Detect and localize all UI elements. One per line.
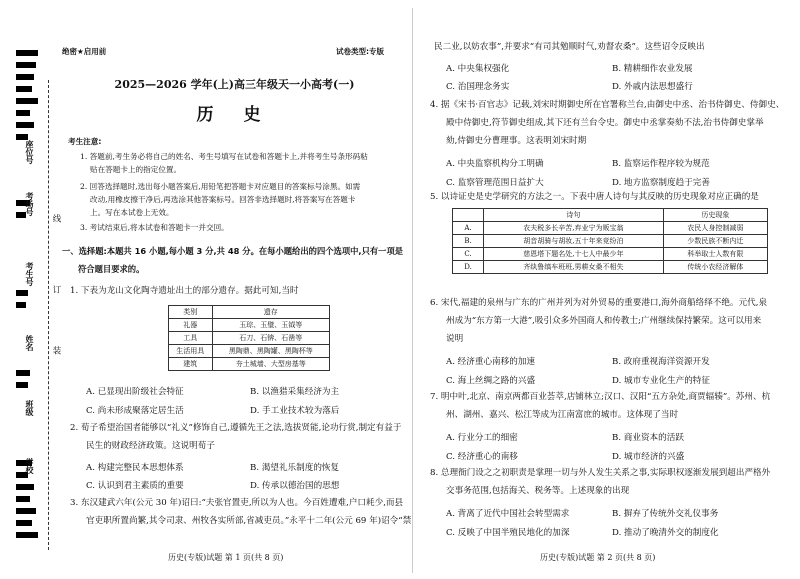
table-header	[453, 209, 484, 222]
q2-option-b[interactable]: B. 渴望礼乐制度的恢复	[250, 463, 340, 473]
q3-stem-cont: 官吏职所置尚繁,其令司隶、州牧各实所部,省减吏员。”永平十二年(公元 69 年)诏令“禁	[86, 516, 412, 526]
q8-option-c[interactable]: C. 反映了中国半殖民地化的加深	[446, 528, 570, 538]
school-label: 学校	[25, 458, 34, 474]
binding-mark-ding: 订	[51, 285, 61, 294]
q4-stem-cont: 殿中侍御史,符节御史组成,其下还有兰台令史。御史中丞掌奏劾不法,治书侍御史掌举	[446, 118, 764, 128]
table-row: D. 齐纨鲁缟车班班,男耕女桑不相失 传统小农经济解体	[453, 261, 768, 274]
q8-option-d[interactable]: D. 推动了晚清外交的制度化	[612, 528, 719, 538]
q2-stem-cont: 民生的财政经济政策。这说明荀子	[86, 441, 215, 451]
q7-option-b[interactable]: B. 商业资本的活跃	[612, 433, 684, 443]
notice-line: 3. 考试结束后,将本试卷和答题卡一并交回。	[80, 223, 229, 232]
q2-option-c[interactable]: C. 认识到君主素质的重要	[86, 481, 184, 491]
q4-option-b[interactable]: B. 监察运作程序较为规范	[612, 159, 710, 169]
q3-option-c[interactable]: C. 治国理念务实	[446, 82, 510, 92]
q1-option-d[interactable]: D. 手工业技术较为落后	[250, 406, 340, 416]
q2-option-d[interactable]: D. 传承以德治国的思想	[250, 481, 340, 491]
footer-page-2: 历史(专版)试题 第 2 页(共 8 页)	[540, 553, 656, 562]
q2-stem: 2. 荀子希望治国者能够以“礼义”修饰自己,遵循先王之法,选拔贤能,论功行赏,制定有益于	[70, 423, 402, 433]
candidate-number-label: 考生号	[25, 262, 34, 286]
q6-option-a[interactable]: A. 经济重心南移的加速	[446, 357, 536, 367]
q1-table	[168, 305, 330, 371]
secret-label: 绝密★启用前	[62, 47, 107, 56]
q3-option-b[interactable]: B. 精耕细作农业发展	[612, 64, 693, 74]
subject-title: 历 史	[196, 105, 273, 125]
table-header: 诗句	[484, 209, 664, 222]
q7-stem-cont: 州、湖州、嘉兴、松江等成为江南富庶的城市。这体现了当时	[446, 410, 679, 420]
page-2	[412, 0, 800, 579]
notice-line: 1. 答题前,考生务必将自己的姓名、考生号填写在试卷和答题卡上,并将考生号条形码粘	[80, 152, 368, 161]
binding-mark-xian: 线	[51, 214, 61, 223]
exam-type-label: 试卷类型:专版	[336, 47, 384, 56]
q6-stem-cont: 州成为“东方第一大港”,吸引众多外国商人和传教士;广州继续保持繁荣。这可以用来	[446, 316, 762, 326]
binding-mark-zhuang: 装	[51, 346, 61, 355]
notice-line: 改动,用橡皮擦干净后,再选涂其他答案标号。回答非选择题时,将答案写在答题卡	[90, 195, 356, 204]
q4-option-d[interactable]: D. 地方监察制度趋于完善	[612, 178, 710, 188]
q3-stem: 3. 东汉建武六年(公元 30 年)诏曰:“夫张官置吏,所以为人也。今百姓遭难,户口耗少,而县	[70, 498, 404, 508]
table-row: 生活用具 黑陶鼎、黑陶罐、黑陶杯等	[169, 345, 330, 358]
q3-option-d[interactable]: D. 外戚内法思想盛行	[612, 82, 693, 92]
q6-option-b[interactable]: B. 政府重视海洋资源开发	[612, 357, 710, 367]
table-header: 历史现象	[663, 209, 767, 222]
table-row: C. 慈恩塔下题名处,十七人中最少年 科举取士人数有限	[453, 248, 768, 261]
q4-option-a[interactable]: A. 中央监察机构分工明确	[446, 159, 544, 169]
q8-stem-cont: 交事务范围,包括海关、税务等。上述现象的出现	[446, 486, 630, 496]
table-row: 工具 石刀、石锛、石凿等	[169, 332, 330, 345]
q8-stem: 8. 总理衙门设之之初职责是掌理一切与外人发生关系之事,实际职权逐渐发展到超出严格外	[430, 468, 771, 478]
notice-heading: 考生注意:	[68, 137, 102, 146]
q8-option-a[interactable]: A. 背离了近代中国社会转型需求	[446, 509, 570, 519]
q6-stem-cont: 说明	[446, 334, 464, 344]
q6-option-d[interactable]: D. 城市专业化生产的特征	[612, 376, 710, 386]
q7-option-d[interactable]: D. 城市经济的兴盛	[612, 452, 685, 462]
table-row: 建筑 夯土城墙、大型房基等	[169, 358, 330, 371]
q4-stem-cont: 劾,侍御史分曹理事。这表明刘宋时期	[446, 136, 587, 146]
q1-option-c[interactable]: C. 尚未形成聚落定居生活	[86, 406, 184, 416]
q3-option-a[interactable]: A. 中央集权强化	[446, 64, 510, 74]
footer-page-1: 历史(专版)试题 第 1 页(共 8 页)	[168, 553, 284, 562]
notice-line: 上。写在本试卷上无效。	[90, 208, 174, 217]
q5-stem: 5. 以诗证史是史学研究的方法之一。下表中唐人诗句与其反映的历史现象对应正确的是	[430, 192, 759, 202]
section-heading: 一、选择题:本题共 16 小题,每小题 3 分,共 48 分。在每小题给出的四个选项中,只有一项是	[62, 246, 404, 256]
notice-line: 2. 回答选择题时,选出每小题答案后,用铅笔把答题卡对应题目的答案标号涂黑。如需	[80, 182, 361, 191]
q1-option-a[interactable]: A. 已显现出阶级社会特征	[86, 387, 184, 397]
q7-stem: 7. 明中叶,北京、南京两都百业荟萃,店铺林立;汉口、汉阳“五方杂处,商贾辐辏”。苏州、杭	[430, 392, 771, 402]
q4-stem: 4. 据《宋书·百官志》记载,刘宋时期御史所在官署称兰台,由御史中丞、治书侍御史、侍御史、	[430, 100, 785, 110]
q2-option-a[interactable]: A. 构建完整民本思想体系	[86, 463, 184, 473]
notice-line: 贴在答题卡上的指定位置。	[90, 165, 182, 174]
q6-option-c[interactable]: C. 海上丝绸之路的兴盛	[446, 376, 536, 386]
exam-room-label: 考场号	[25, 192, 34, 216]
q5-table	[452, 208, 768, 274]
table-header: 遗存	[212, 306, 329, 319]
q4-option-c[interactable]: C. 监察管理范围日益扩大	[446, 178, 544, 188]
table-row: B. 胡音胡骑与胡妆,五十年来竞纷泊 少数民族不断内迁	[453, 235, 768, 248]
q8-option-b[interactable]: B. 摒弃了传统外交礼仪事务	[612, 509, 719, 519]
table-row: A. 农夫税多长辛苦,弃业宁为贩宝翁 农民人身控制减弱	[453, 222, 768, 235]
class-label: 班级	[25, 400, 34, 416]
q7-option-c[interactable]: C. 经济重心的南移	[446, 452, 518, 462]
q6-stem: 6. 宋代,福建的泉州与广东的广州并列为对外贸易的重要港口,海外商船络绎不绝。元代,泉	[430, 298, 768, 308]
q3-stem-cont: 民二业,以妨农事”,并要求“有司其勉顺时气,劝督农桑”。这些诏令反映出	[434, 42, 705, 52]
table-row: 礼器 玉琮、玉璧、玉钺等	[169, 319, 330, 332]
exam-title: 2025—2026 学年(上)高三年级天一小高考(一)	[114, 78, 355, 91]
q7-option-a[interactable]: A. 行业分工的细密	[446, 433, 518, 443]
table-header: 类别	[169, 306, 213, 319]
q1-stem: 1. 下表为龙山文化陶寺遗址出土的部分遗存。据此可知,当时	[70, 286, 299, 296]
section-heading-cont: 符合题目要求的。	[78, 264, 145, 274]
seat-number-label: 座位号	[25, 140, 34, 164]
name-label: 姓名	[25, 335, 34, 351]
q1-option-b[interactable]: B. 以渔猎采集经济为主	[250, 387, 340, 397]
